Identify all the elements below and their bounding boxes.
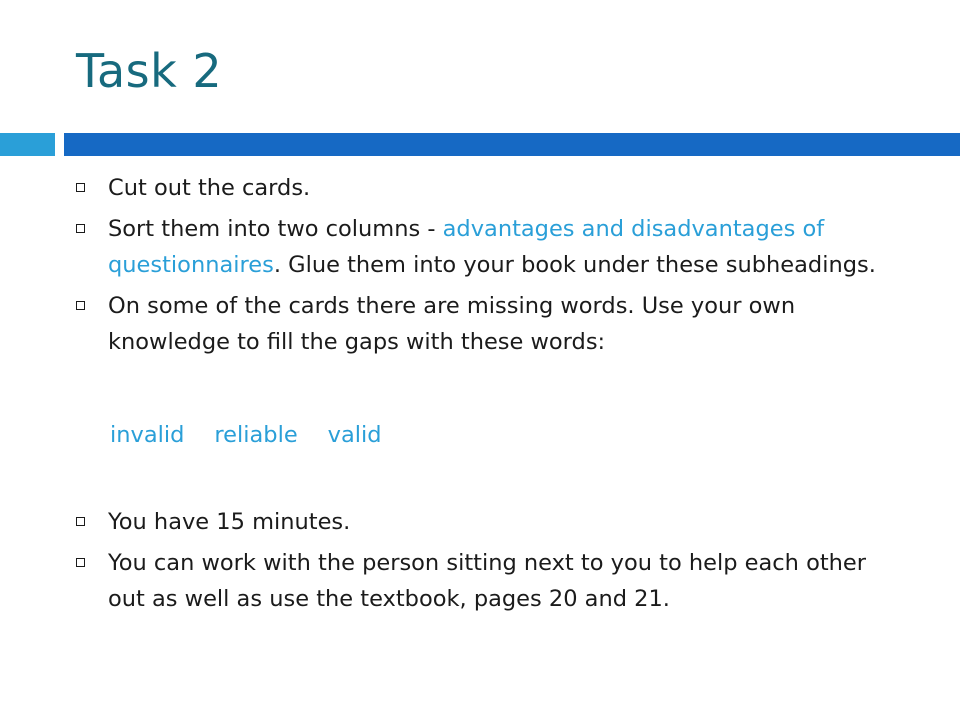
gap-word: reliable <box>214 422 298 448</box>
gap-word: invalid <box>110 422 185 448</box>
bullet-text: On some of the cards there are missing words. Use your own knowledge to fill the gaps with these words: <box>108 293 796 355</box>
instructions-list <box>76 170 896 365</box>
bullet-text: You can work with the person sitting next to you to help each other out as well as use the textbook, pages 20 and 21. <box>108 550 867 612</box>
gap-words <box>110 417 412 453</box>
list-item <box>76 170 896 206</box>
square-bullet-icon <box>76 558 85 567</box>
square-bullet-icon <box>76 224 85 233</box>
header-accent-bar-left <box>0 133 55 156</box>
bullet-text: Cut out the cards. <box>108 175 311 201</box>
header-accent-bar-right <box>64 133 960 156</box>
gap-word: valid <box>327 422 382 448</box>
bullet-highlight: advantages and disadvantages of questionnaires <box>108 216 825 278</box>
bullet-text-start: Sort them into two columns - <box>108 216 443 242</box>
instructions-list-continued <box>76 504 896 622</box>
list-item <box>76 545 896 617</box>
list-item <box>76 288 896 360</box>
square-bullet-icon <box>76 183 85 192</box>
list-item <box>76 504 896 540</box>
square-bullet-icon <box>76 517 85 526</box>
slide-title: Task 2 <box>76 44 223 98</box>
square-bullet-icon <box>76 301 85 310</box>
bullet-text: You have 15 minutes. <box>108 509 351 535</box>
list-item <box>76 211 896 283</box>
bullet-text-end: . Glue them into your book under these subheadings. <box>273 252 876 278</box>
